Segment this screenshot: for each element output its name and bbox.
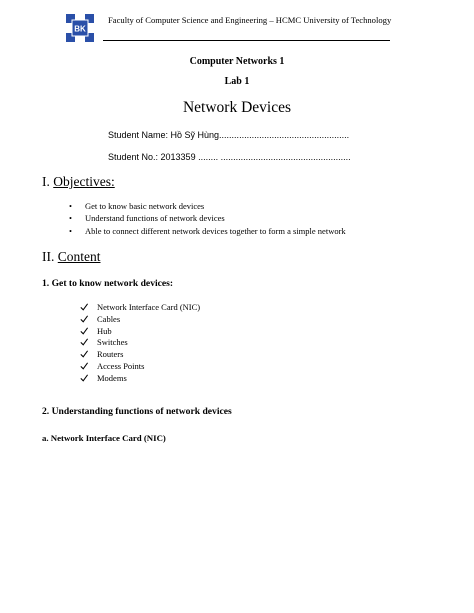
- list-item-text: Cables: [97, 313, 121, 324]
- university-logo: [66, 14, 94, 42]
- section-content-heading: [42, 249, 101, 265]
- student-number-line: Student No.: 2013359 ........ ....................................................: [108, 152, 351, 162]
- section-title: Objectives:: [53, 174, 115, 189]
- header-institution: Faculty of Computer Science and Engineering – HCMC University of Technology: [108, 15, 392, 25]
- list-item-text: Access Points: [97, 360, 145, 371]
- section-number: I.: [42, 174, 50, 189]
- list-item-text: Switches: [97, 337, 128, 348]
- check-icon: [80, 327, 88, 335]
- bullet-icon: •: [69, 201, 72, 211]
- check-icon: [80, 338, 88, 346]
- document-title: Network Devices: [182, 99, 292, 116]
- subsection-heading: 2. Understanding functions of network devices: [42, 406, 232, 417]
- list-item-text: Routers: [97, 349, 124, 360]
- list-item-text: Get to know basic network devices: [85, 201, 205, 211]
- list-item-text: Modems: [97, 372, 127, 383]
- student-name-line: Student Name: Hồ Sỹ Hùng....................................................: [108, 130, 350, 140]
- check-icon: [80, 303, 88, 311]
- section-number: II.: [42, 249, 55, 264]
- list-item-text: Hub: [97, 325, 112, 336]
- check-icon: [80, 362, 88, 370]
- list-item-text: Understand functions of network devices: [85, 213, 225, 224]
- check-icon: [80, 350, 88, 358]
- header-divider: [103, 40, 390, 41]
- course-title: Computer Networks 1: [189, 56, 285, 67]
- section-objectives-heading: [42, 174, 115, 190]
- check-icon: [80, 374, 88, 382]
- bullet-icon: •: [69, 213, 72, 224]
- bullet-icon: •: [69, 225, 72, 236]
- list-item-text: Network Interface Card (NIC): [97, 302, 201, 312]
- logo-text: BK: [74, 24, 86, 34]
- section-title: Content: [57, 249, 101, 264]
- subsubsection-heading: a. Network Interface Card (NIC): [42, 433, 166, 443]
- lab-number: Lab 1: [224, 76, 250, 87]
- subsection-heading: 1. Get to know network devices:: [42, 278, 174, 289]
- check-icon: [80, 315, 88, 323]
- list-item-text: Able to connect different network devices together to form a simple network: [85, 225, 346, 236]
